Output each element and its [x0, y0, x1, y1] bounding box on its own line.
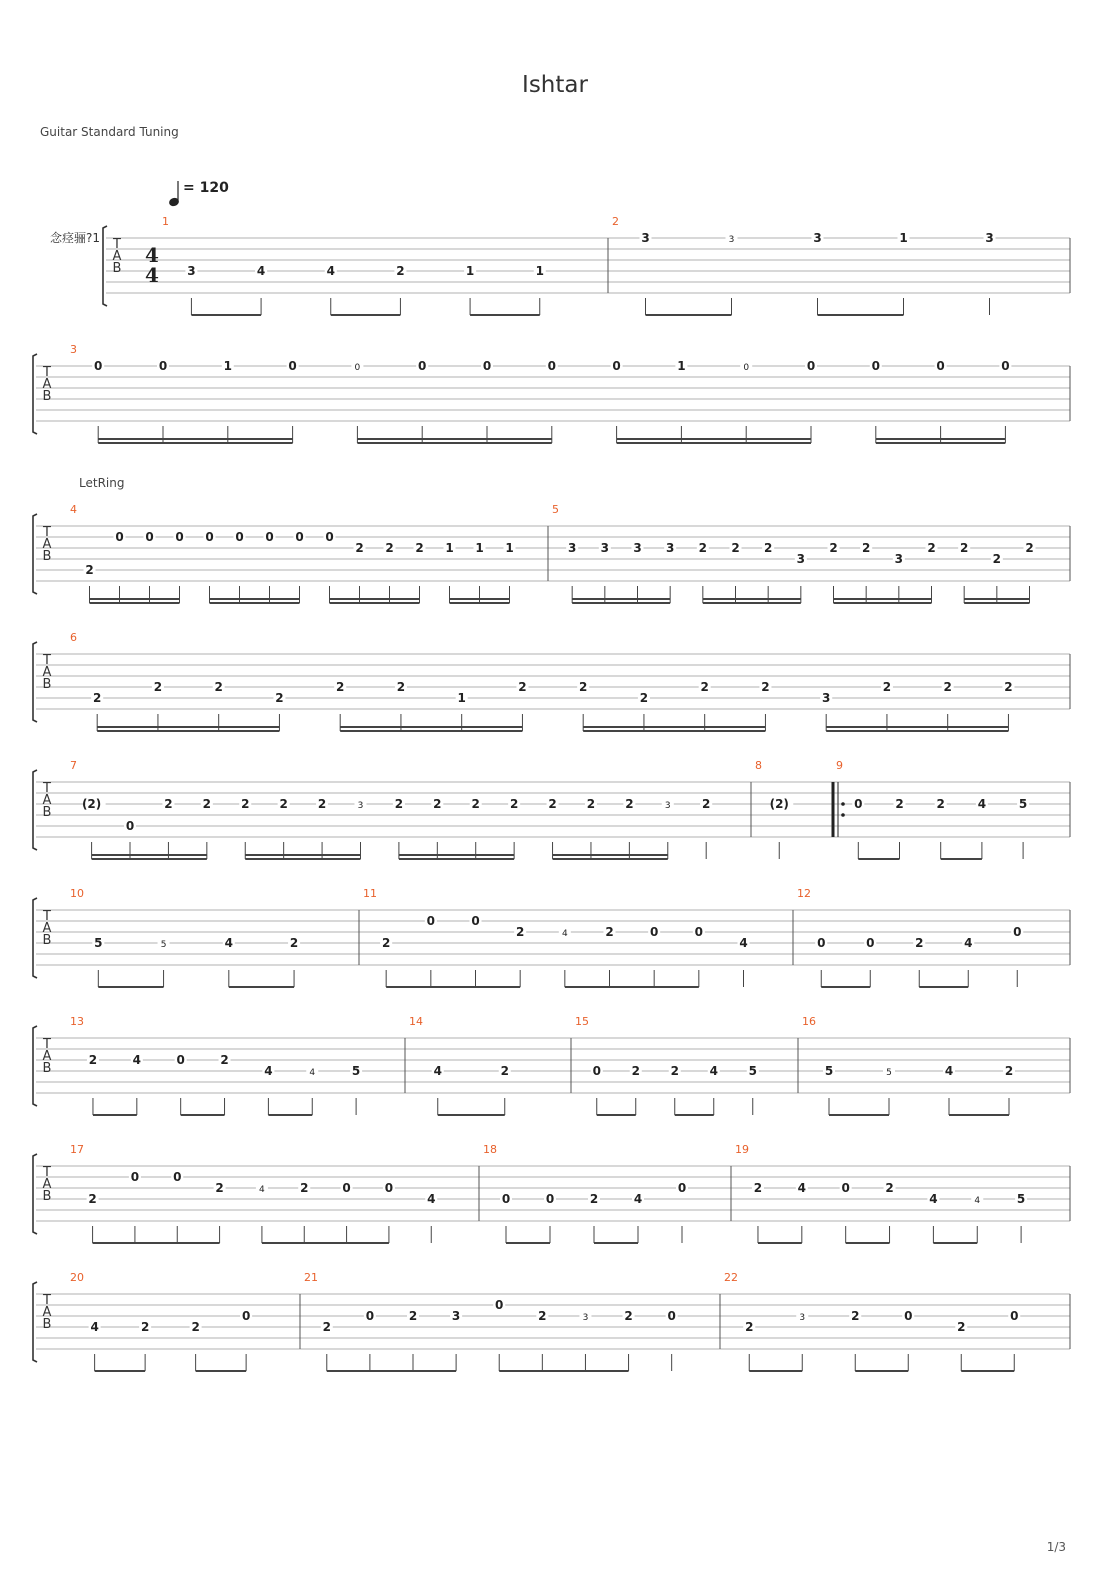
fret-number: 0 — [471, 914, 480, 928]
fret-number: 0 — [158, 359, 168, 373]
fret-number: 3 — [664, 801, 671, 811]
measure-number: 15 — [575, 1015, 589, 1028]
fret-number: 0 — [342, 1181, 351, 1195]
fret-number: 2 — [164, 797, 173, 811]
fret-number: 4 — [929, 1192, 938, 1206]
fret-number: 3 — [985, 231, 994, 245]
fret-number: 2 — [140, 1320, 150, 1334]
fret-number: 2 — [88, 1053, 98, 1067]
measure-number: 8 — [755, 759, 762, 772]
tab-clef-letter: B — [42, 549, 52, 564]
fret-number: 0 — [115, 530, 124, 544]
fret-number: 2 — [957, 1320, 966, 1334]
fret-number: 3 — [582, 1313, 589, 1323]
fret-number: 2 — [433, 797, 442, 811]
fret-number: 4 — [739, 936, 748, 950]
fret-number: 2 — [279, 797, 288, 811]
fret-number: 0 — [854, 797, 863, 811]
fret-number: 4 — [427, 1192, 436, 1206]
fret-number: 2 — [85, 563, 94, 577]
fret-number: 0 — [235, 530, 244, 544]
fret-number: 2 — [548, 797, 557, 811]
measure-number: 18 — [483, 1143, 497, 1156]
measure-number: 6 — [70, 631, 77, 644]
fret-number: (2) — [81, 797, 102, 811]
fret-number: 2 — [381, 936, 391, 950]
fret-number: 4 — [633, 1192, 643, 1206]
fret-number: 2 — [415, 541, 424, 555]
fret-number: 2 — [943, 680, 952, 694]
fret-number: 3 — [567, 541, 577, 555]
fret-number: 2 — [336, 680, 345, 694]
fret-number: 4 — [259, 1185, 265, 1195]
fret-number: 0 — [94, 359, 103, 373]
fret-number: 1 — [223, 359, 232, 373]
page-number: 1/3 — [1046, 1540, 1066, 1554]
time-signature-bottom: 4 — [145, 263, 159, 287]
fret-number: 0 — [295, 530, 304, 544]
fret-number: 2 — [624, 1309, 633, 1323]
fret-number: 1 — [899, 231, 908, 245]
fret-number: 2 — [538, 1309, 547, 1323]
tab-clef-letter: A — [42, 793, 52, 808]
measure-number: 7 — [70, 759, 77, 772]
fret-number: 2 — [153, 680, 163, 694]
fret-number: 0 — [173, 1170, 182, 1184]
fret-number: 0 — [547, 359, 556, 373]
tab-clef-letter: B — [42, 933, 52, 948]
fret-number: 2 — [471, 797, 480, 811]
tab-clef-letter: T — [43, 909, 51, 924]
fret-number: 0 — [482, 359, 492, 373]
score-title: Ishtar — [522, 72, 588, 98]
fret-number: 0 — [904, 1309, 913, 1323]
let-ring-label: LetRing — [79, 476, 125, 490]
fret-number: 0 — [418, 359, 427, 373]
fret-number: 2 — [518, 680, 527, 694]
fret-number: 4 — [264, 1064, 273, 1078]
fret-number: 2 — [915, 936, 924, 950]
fret-number: 2 — [1025, 541, 1034, 555]
measure-number: 1 — [162, 215, 169, 228]
tab-clef-letter: A — [112, 249, 122, 264]
fret-number: 2 — [829, 541, 838, 555]
fret-number: 2 — [761, 680, 770, 694]
fret-number: 2 — [698, 541, 708, 555]
tab-clef-letter: T — [43, 1037, 51, 1052]
fret-number: 2 — [992, 552, 1002, 566]
measure-number: 3 — [70, 343, 77, 356]
time-signature-top: 4 — [145, 243, 159, 267]
measure-number: 22 — [724, 1271, 738, 1284]
fret-number: 0 — [841, 1181, 850, 1195]
fret-number: 2 — [895, 797, 904, 811]
fret-number: 2 — [927, 541, 936, 555]
fret-number: 3 — [813, 231, 822, 245]
fret-number: 3 — [187, 264, 196, 278]
fret-number: 0 — [649, 925, 659, 939]
fret-number: 3 — [799, 1313, 806, 1323]
tab-clef-letter: B — [42, 805, 52, 820]
fret-number: 0 — [365, 1309, 375, 1323]
fret-number: 1 — [535, 264, 544, 278]
fret-number: 0 — [1001, 359, 1010, 373]
repeat-dot — [841, 813, 845, 817]
fret-number: 1 — [465, 264, 475, 278]
fret-number: 4 — [433, 1064, 442, 1078]
fret-number: 2 — [702, 797, 711, 811]
fret-number: 0 — [871, 359, 880, 373]
fret-number: 0 — [1013, 925, 1022, 939]
fret-number: 0 — [495, 1298, 504, 1312]
tab-clef-letter: T — [43, 653, 51, 668]
fret-number: 2 — [88, 1192, 97, 1206]
measure-number: 19 — [735, 1143, 749, 1156]
fret-number: 0 — [866, 936, 875, 950]
fret-number: 2 — [605, 925, 614, 939]
fret-number: 2 — [385, 541, 394, 555]
fret-number: 0 — [130, 1170, 140, 1184]
fret-number: 2 — [579, 680, 588, 694]
fret-number: 0 — [125, 819, 135, 833]
fret-number: 0 — [612, 359, 621, 373]
tempo-value: = 120 — [183, 180, 229, 196]
measure-number: 9 — [836, 759, 843, 772]
tab-clef-letter: A — [42, 665, 52, 680]
fret-number: 0 — [817, 936, 826, 950]
fret-number: 1 — [457, 691, 466, 705]
fret-number: 2 — [275, 691, 284, 705]
tab-clef-letter: A — [42, 537, 52, 552]
fret-number: 4 — [964, 936, 973, 950]
fret-number: 0 — [545, 1192, 555, 1206]
fret-number: 0 — [806, 359, 816, 373]
fret-number: 0 — [936, 359, 945, 373]
fret-number: 4 — [944, 1064, 954, 1078]
tab-clef-letter: B — [42, 389, 52, 404]
measure-number: 4 — [70, 503, 77, 516]
fret-number: 5 — [94, 936, 103, 950]
fret-number: 2 — [589, 1192, 599, 1206]
tab-clef-letter: A — [42, 1049, 52, 1064]
measure-number: 10 — [70, 887, 84, 900]
fret-number: 2 — [93, 691, 102, 705]
measure-number: 20 — [70, 1271, 84, 1284]
fret-number: 0 — [384, 1181, 394, 1195]
tab-clef-letter: A — [42, 921, 52, 936]
fret-number: 3 — [796, 552, 806, 566]
tuning-label: Guitar Standard Tuning — [40, 125, 179, 139]
fret-number: 3 — [641, 231, 650, 245]
fret-number: 2 — [220, 1053, 229, 1067]
tab-clef-letter: T — [43, 781, 51, 796]
fret-number: 2 — [731, 541, 740, 555]
fret-number: 2 — [625, 797, 634, 811]
fret-number: 2 — [763, 541, 773, 555]
fret-number: 4 — [561, 929, 568, 939]
fret-number: 2 — [753, 1181, 763, 1195]
tab-clef-letter: T — [43, 1293, 51, 1308]
fret-number: 0 — [176, 1053, 185, 1067]
fret-number: 2 — [745, 1320, 754, 1334]
fret-number: 2 — [191, 1320, 200, 1334]
fret-number: 0 — [205, 530, 214, 544]
fret-number: 1 — [475, 541, 484, 555]
fret-number: 0 — [677, 1181, 687, 1195]
tab-clef-letter: A — [42, 1177, 52, 1192]
fret-number: 2 — [202, 797, 212, 811]
fret-number: 2 — [322, 1320, 331, 1334]
fret-number: 0 — [288, 359, 297, 373]
tab-clef-letter: B — [42, 1317, 52, 1332]
fret-number: 0 — [145, 530, 154, 544]
fret-number: 0 — [667, 1309, 676, 1323]
fret-number: 2 — [631, 1064, 640, 1078]
fret-number: 1 — [677, 359, 686, 373]
fret-number: 0 — [426, 914, 436, 928]
fret-number: 2 — [509, 797, 519, 811]
fret-number: 2 — [936, 797, 945, 811]
fret-number: 5 — [1018, 797, 1028, 811]
measure-number: 16 — [802, 1015, 816, 1028]
fret-number: 1 — [505, 541, 514, 555]
fret-number: 4 — [224, 936, 233, 950]
fret-number: 0 — [354, 363, 361, 373]
fret-number: 2 — [851, 1309, 860, 1323]
fret-number: 4 — [90, 1320, 99, 1334]
fret-number: 0 — [1010, 1309, 1019, 1323]
measure-number: 14 — [409, 1015, 423, 1028]
fret-number: 3 — [600, 541, 610, 555]
fret-number: 3 — [822, 691, 831, 705]
fret-number: 5 — [1016, 1192, 1026, 1206]
fret-number: 3 — [894, 552, 904, 566]
fret-number: 2 — [214, 680, 223, 694]
fret-number: 2 — [215, 1181, 224, 1195]
measure-number: 5 — [552, 503, 559, 516]
fret-number: 3 — [357, 801, 364, 811]
fret-number: 4 — [797, 1181, 807, 1195]
fret-number: 2 — [861, 541, 871, 555]
tab-clef-letter: T — [43, 365, 51, 380]
fret-number: 4 — [709, 1064, 718, 1078]
track-label: 念痉骊?1 — [50, 231, 101, 245]
tab-clef-letter: B — [42, 1061, 52, 1076]
tab-clef-letter: T — [43, 1165, 51, 1180]
fret-number: 2 — [885, 1181, 894, 1195]
fret-number: 4 — [256, 264, 266, 278]
fret-number: 5 — [886, 1068, 892, 1078]
tab-clef-letter: A — [42, 377, 52, 392]
fret-number: 5 — [748, 1064, 757, 1078]
fret-number: 2 — [396, 264, 405, 278]
fret-number: 4 — [977, 797, 987, 811]
fret-number: 0 — [241, 1309, 251, 1323]
measure-number: 12 — [797, 887, 811, 900]
fret-number: 2 — [289, 936, 299, 950]
fret-number: 5 — [824, 1064, 834, 1078]
fret-number: 2 — [394, 797, 404, 811]
fret-number: 3 — [633, 541, 642, 555]
measure-number: 2 — [612, 215, 619, 228]
fret-number: 0 — [325, 530, 334, 544]
fret-number: 0 — [175, 530, 184, 544]
fret-number: 3 — [665, 541, 675, 555]
fret-number: 2 — [700, 680, 709, 694]
fret-number: 4 — [132, 1053, 142, 1067]
tab-clef-letter: B — [112, 261, 122, 276]
fret-number: 2 — [500, 1064, 509, 1078]
fret-number: 1 — [445, 541, 454, 555]
fret-number: 2 — [300, 1181, 309, 1195]
fret-number: 2 — [396, 680, 406, 694]
fret-number: 0 — [501, 1192, 511, 1206]
fret-number: 0 — [265, 530, 274, 544]
fret-number: 5 — [160, 940, 167, 950]
tab-clef-letter: B — [42, 677, 52, 692]
fret-number: 2 — [639, 691, 649, 705]
fret-number: 2 — [586, 797, 596, 811]
fret-number: 4 — [326, 264, 335, 278]
repeat-dot — [841, 802, 845, 806]
fret-number: 2 — [1004, 680, 1013, 694]
fret-number: 2 — [317, 797, 327, 811]
fret-number: 0 — [743, 363, 750, 373]
fret-number: 2 — [355, 541, 364, 555]
measure-number: 21 — [304, 1271, 318, 1284]
tab-clef-letter: A — [42, 1305, 52, 1320]
measure-number: 17 — [70, 1143, 84, 1156]
measure-number: 11 — [363, 887, 377, 900]
fret-number: 0 — [694, 925, 704, 939]
fret-number: 2 — [959, 541, 969, 555]
fret-number: 2 — [515, 925, 525, 939]
fret-number: 2 — [1004, 1064, 1014, 1078]
fret-number: 2 — [882, 680, 892, 694]
fret-number: 4 — [974, 1196, 981, 1206]
tab-clef-letter: T — [113, 237, 121, 252]
fret-number: 3 — [728, 235, 735, 245]
fret-number: 2 — [241, 797, 250, 811]
measure-number: 13 — [70, 1015, 84, 1028]
tab-clef-letter: B — [42, 1189, 52, 1204]
fret-number: 2 — [670, 1064, 679, 1078]
fret-number: 0 — [592, 1064, 601, 1078]
fret-number: 4 — [309, 1068, 316, 1078]
fret-number: 3 — [451, 1309, 461, 1323]
fret-number: 5 — [351, 1064, 361, 1078]
tab-clef-letter: T — [43, 525, 51, 540]
fret-number: 2 — [408, 1309, 418, 1323]
fret-number: (2) — [769, 797, 789, 811]
